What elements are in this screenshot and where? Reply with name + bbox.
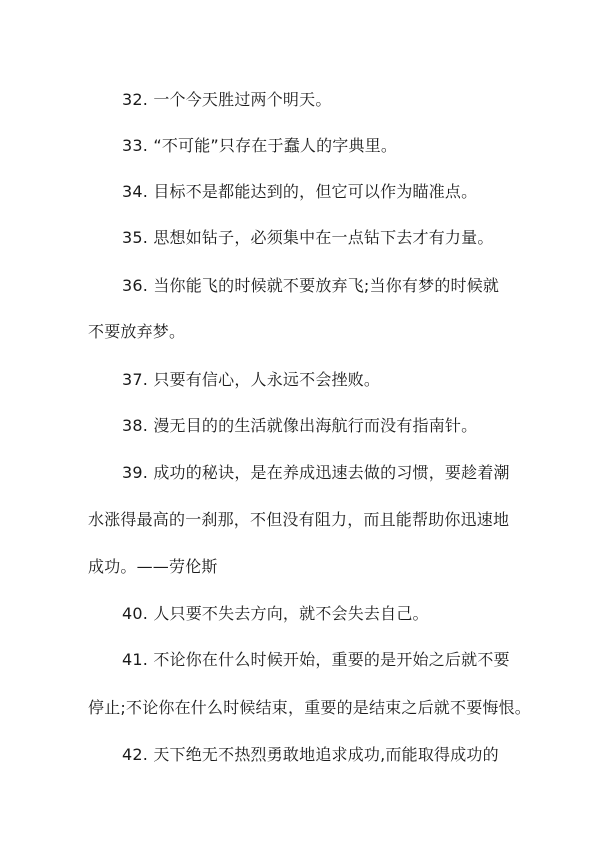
quote-39: 39. 成功的秘诀，是在养成迅速去做的习惯，要趁着潮 (122, 463, 510, 482)
quote-39-cont-1: 水涨得最高的一刹那，不但没有阻力，而且能帮助你迅速地 (88, 510, 510, 529)
quote-41: 41. 不论你在什么时候开始，重要的是开始之后就不要 (122, 650, 510, 669)
quote-36: 36. 当你能飞的时候就不要放弃飞;当你有梦的时候就 (122, 276, 500, 295)
quote-41-cont: 停止;不论你在什么时候结束，重要的是结束之后就不要悔恨。 (88, 698, 531, 717)
quote-36-cont: 不要放弃梦。 (88, 322, 186, 341)
quote-37: 37. 只要有信心，人永远不会挫败。 (122, 370, 381, 389)
quote-35: 35. 思想如钻子，必须集中在一点钻下去才有力量。 (122, 228, 494, 247)
quote-39-cont-2: 成功。——劳伦斯 (88, 557, 218, 576)
quote-42: 42. 天下绝无不热烈勇敢地追求成功,而能取得成功的 (122, 745, 499, 764)
quote-32: 32. 一个今天胜过两个明天。 (122, 90, 332, 109)
quote-40: 40. 人只要不失去方向，就不会失去自己。 (122, 604, 429, 623)
quote-38: 38. 漫无目的的生活就像出海航行而没有指南针。 (122, 416, 478, 435)
quote-34: 34. 目标不是都能达到的，但它可以作为瞄准点。 (122, 182, 478, 201)
quote-33: 33. “不可能”只存在于蠢人的字典里。 (122, 136, 398, 155)
